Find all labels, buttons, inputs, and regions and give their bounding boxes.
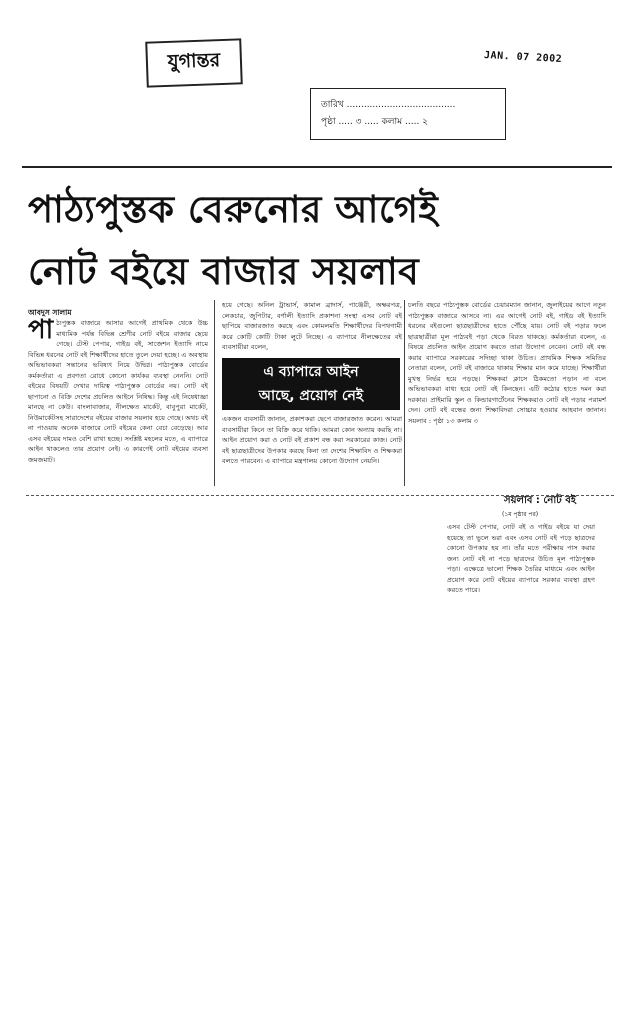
column-divider xyxy=(404,300,405,486)
byline: আবদুস সালাম xyxy=(28,308,72,317)
subheading-line-2: আছে, প্রয়োগ নেই xyxy=(258,388,364,404)
column-divider xyxy=(214,300,215,486)
date-label: তারিখ xyxy=(321,100,344,110)
article-column-1 xyxy=(28,318,208,484)
column-label: কলাম xyxy=(381,117,403,127)
headline-line-2: নোট বইয়ে বাজার সয়লাব xyxy=(28,250,420,293)
continuation-subtitle: (১ম পৃষ্ঠার পর) xyxy=(502,511,539,518)
article-column-3: চলতি বছরে পাঠ্যপুস্তক বোর্ডের চেয়ারম্যান জানান, জুলাইয়ের আগে নতুন পাঠ্যপুস্তক বাজারে আসবে না। এর আগেই নোট বই, গাইড বই ইত্যাদি ধরনের বইগুলো ছাত্রছাত্রীদের হাতে পৌঁছে যায়। নোট বই পড়ার ফলে ছাত্রছাত্রীরা মূল পাঠ্যবই পড়া থেকে বিরত থাকছে। কর্মকর্তারা বলেন, এ বিষয়ে প্রচলিত আইন প্রয়োগ করতে তারা উদ্যোগ নেবেন। নোট বই বন্ধ করার ব্যাপারে সরকারের সদিচ্ছা থাকা উচিত। প্রাথমিক শিক্ষক সমিতির নেতারা বলেন, নোট বই বাজারে থাকায় শিক্ষার মান কমে যাচ্ছে। শিক্ষার্থীরা মুখস্থ নির্ভর হয়ে পড়ছে। শিক্ষকরা ক্লাসে ঠিকমতো পড়ান না বলে অভিভাবকরা বাধ্য হয়ে নোট বই কিনছেন। এটি কঠোর হাতে দমন করা দরকার। প্রাইমারি স্কুল ও কিন্ডারগার্টেনের শিক্ষকরাও নোট বই পড়ার পরামর্শ দেন। নোট বই বন্ধের জন্য শিক্ষাবিদরা সোচ্চার হওয়ার আহবান জানান। সয়লাব : পৃষ্ঠা ১৩ কলাম ৩ xyxy=(408,301,606,425)
date-field: তারিখ ...................................... xyxy=(321,100,456,110)
page-label: পৃষ্ঠা xyxy=(321,117,336,127)
newspaper-logo: যুগান্তর xyxy=(145,38,243,87)
subheading-line-1: এ ব্যাপারে আইন xyxy=(263,364,359,380)
headline-line-1: পাঠ্যপুস্তক বেরুনোর আগেই xyxy=(28,188,439,231)
clipping-date-stamp: JAN. 07 2002 xyxy=(483,49,563,66)
column-1-text: ঠ্যপুস্তক বাজারে আসার আগেই প্রাথমিক থেকে উচ্চ মাধ্যমিক পর্যন্ত বিভিন্ন শ্রেণীর নোট বইয়ে বাজার ছেয়ে গেছে। টেস্ট পেপার, গাইড বই, সাজেশন ইত্যাদি নামে বিভিন্ন ধরনের নোট বই শিক্ষার্থীদের হাতে তুলে দেয়া হচ্ছে। এ অবস্থায় অভিভাবকরা সন্তানের ভবিষ্যৎ নিয়ে উদ্বিগ্ন। পাঠ্যপুস্তক বোর্ডের কর্মকর্তারা এ প্রবণতা রোধে কোনো কার্যকর ব্যবস্থা নেননি। নোট বইয়ের বিষয়টি দেখার দায়িত্ব পাঠ্যপুস্তক বোর্ডের নয়। নোট বই ছাপানো ও বিক্রি দেশের প্রচলিত আইনে নিষিদ্ধ। কিন্তু এই নিষেধাজ্ঞা মানছে না কেউ। বাংলাবাজার, নীলক্ষেত মার্কেট, বাবুপুরা মার্কেট, নিউমার্কেটসহ সারাদেশের বইয়ের বাজার সয়লাব হয়ে গেছে। অথচ বই না পাওয়ায় অনেক বাজারে নোট বইয়ের কেনা বেচা বেড়েছে। আর এসব বইয়ের দামও বেশি রাখা হচ্ছে। সংশ্লিষ্ট মহলের মতে, এ ব্যাপারে আইন থাকলেও তার প্রয়োগ নেই। এ কারণেই নোট বইয়ের ব্যবসা জমজমাট। xyxy=(28,319,208,464)
article-column-2-bottom: একজন ব্যবসায়ী জানান, প্রকাশকরা ছেপে বাজারজাত করেন। আমরা ব্যবসায়ীরা কিনে তা বিক্রি করে থাকি। আমরা কোন অন্যায় করছি না। আইন প্রয়োগ করা ও নোট বই প্রকাশ বন্ধ করা সরকারের কাজ। নোট বই ছাত্রছাত্রীদের উপকার করছে কিনা তা দেশের শিক্ষাবিদ ও শিক্ষকরা বলতে পারবেন। এ ব্যাপারে মন্ত্রণালয় কোনো উদ্যোগ নেয়নি। xyxy=(222,415,402,465)
page-value: ৩ xyxy=(355,117,362,127)
continuation-title: সয়লাব : নোট বই xyxy=(504,495,576,506)
drop-cap: পা xyxy=(28,318,54,345)
subheading-box xyxy=(222,358,400,410)
column-value: ২ xyxy=(422,117,429,127)
page-column-field: পৃষ্ঠা ..... ৩ ..... কলাম ..... ২ xyxy=(321,117,429,127)
clipping-info-stamp xyxy=(310,88,506,140)
top-rule xyxy=(22,166,612,168)
continuation-text: এসব টেস্ট পেপার, নোট বই ও গাইড বইয়ে যা দেয়া হয়েছে তা ভুলে ভরা এবং এসব নোট বই পড়ে ছাত্রদের কোনো উপকার হয় না। তাঁর মতে পরীক্ষায় পাস করার জন্য নোট বই না পড়ে ছাত্রদের উচিত মূল পাঠ্যপুস্তক পড়া। এক্ষেত্রে ভালো শিক্ষক তৈরির মাধ্যমে এবং আইন প্রয়োগ করে নোট বইয়ের ব্যাপারে সরকার ব্যবস্থা গ্রহণ করতে পারে। xyxy=(447,523,595,594)
article-column-2-top: হয়ে গেছে। অনিল ট্রাভার্স, কামাল ব্রাদার্স, পাঞ্জেরী, অক্ষরপত্র, লেকচার, জুপিটার, বর্ণালী ইত্যাদি প্রকাশনা সংস্থা এসব নোট বই ছাপিয়ে বাজারজাত করছে এবং কোমলমতি শিক্ষার্থীদের বিপথগামী করে কোটি কোটি টাকা লুটে নিচ্ছে। এ ব্যাপারে নীলক্ষেতের বই ব্যবসায়ীরা বলেন, xyxy=(222,301,402,351)
